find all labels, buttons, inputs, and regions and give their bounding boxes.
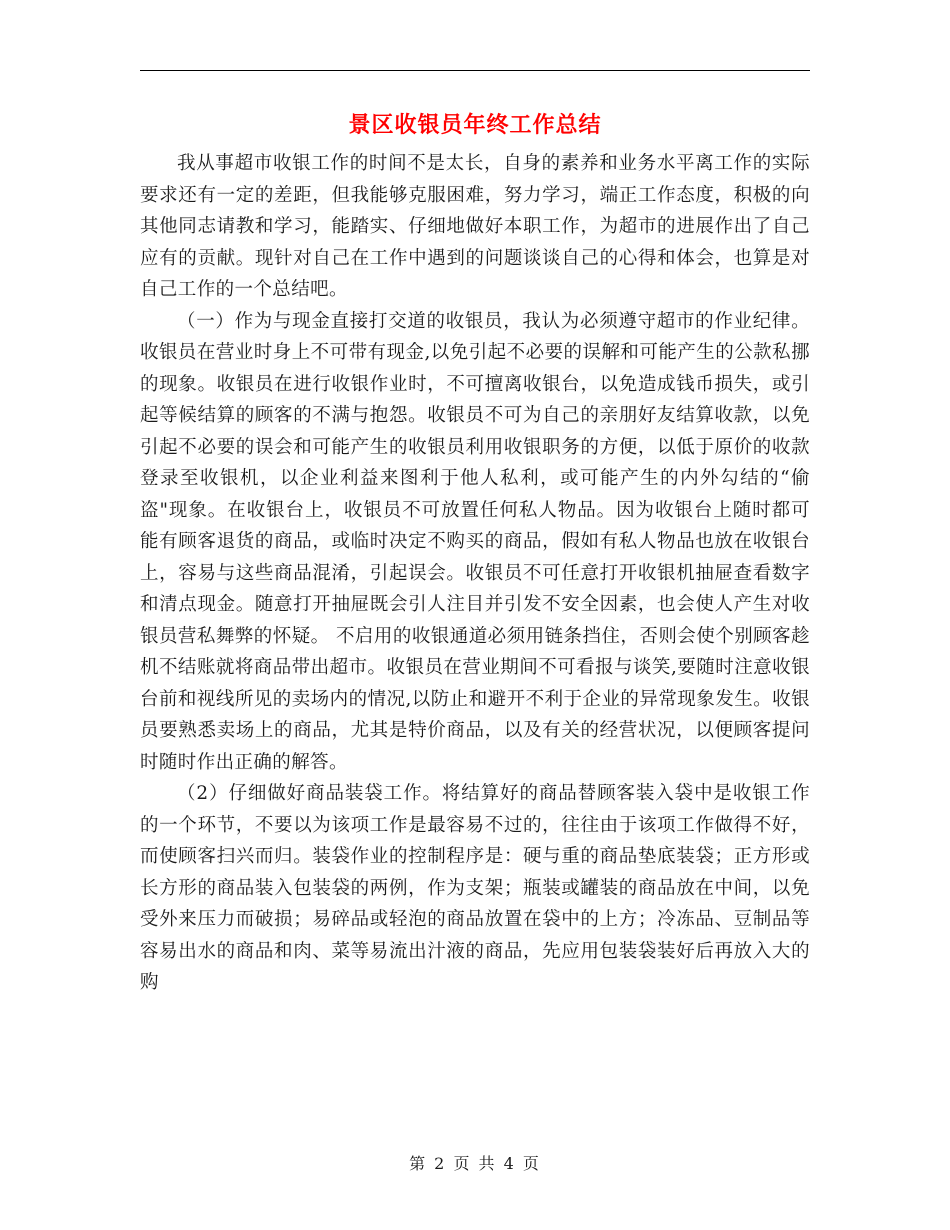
paragraph-section-2: （2）仔细做好商品装袋工作。将结算好的商品替顾客装入袋中是收银工作的一个环节，不要以为该项工作是最容易不过的，往往由于该项工作做得不好，而使顾客扫兴而归。装袋作业的控制程序是：硬与重的商品垫底装袋；正方形或长方形的商品装入包装袋的两例，作为支架；瓶装或罐装的商品放在中间，以免受外来压力而破损；易碎品或轻泡的商品放置在袋中的上方；冷冻品、豆制品等容易出水的商品和肉、菜等易流出汁液的商品，先应用包装袋装好后再放入大的购 [140, 783, 810, 993]
header-rule [140, 70, 810, 71]
document-title: 景区收银员年终工作总结 [348, 113, 602, 138]
document-body [140, 148, 810, 999]
paragraph-intro: 我从事超市收银工作的时间不是太长，自身的素养和业务水平离工作的实际要求还有一定的差距，但我能够克服困难，努力学习，端正工作态度，积极的向其他同志请教和学习，能踏实、仔细地做好本职工作，为超市的进展作出了自己应有的贡献。现针对自己在工作中遇到的问题谈谈自己的心得和体会，也算是对自己工作的一个总结吧。 [140, 153, 810, 300]
paragraph-section-1: （一）作为与现金直接打交道的收银员，我认为必须遵守超市的作业纪律。收银员在营业时身上不可带有现金,以免引起不必要的误解和可能产生的公款私挪的现象。收银员在进行收银作业时，不可擅离收银台，以免造成钱币损失，或引起等候结算的顾客的不满与抱怨。收银员不可为自己的亲朋好友结算收款，以免引起不必要的误会和可能产生的收银员利用收银职务的方便，以低于原价的收款登录至收银机，以企业利益来图利于他人私利，或可能产生的内外勾结的“偷盗"现象。在收银台上，收银员不可放置任何私人物品。因为收银台上随时都可能有顾客退货的商品，或临时决定不购买的商品，假如有私人物品也放在收银台上，容易与这些商品混淆，引起误会。收银员不可任意打开收银机抽屉查看数字和清点现金。随意打开抽屉既会引人注目并引发不安全因素，也会使人产生对收银员营私舞弊的怀疑。 不启用的收银通道必须用链条挡住，否则会使个别顾客趁机不结账就将商品带出超市。收银员在营业期间不可看报与谈笑,要随时注意收银台前和视线所见的卖场内的情况,以防止和避开不利于企业的异常现象发生。收银员要熟悉卖场上的商品，尤其是特价商品，以及有关的经营状况，以便顾客提问时随时作出正确的解答。 [140, 310, 810, 773]
page-number: 第 2 页 共 4 页 [409, 1154, 541, 1173]
